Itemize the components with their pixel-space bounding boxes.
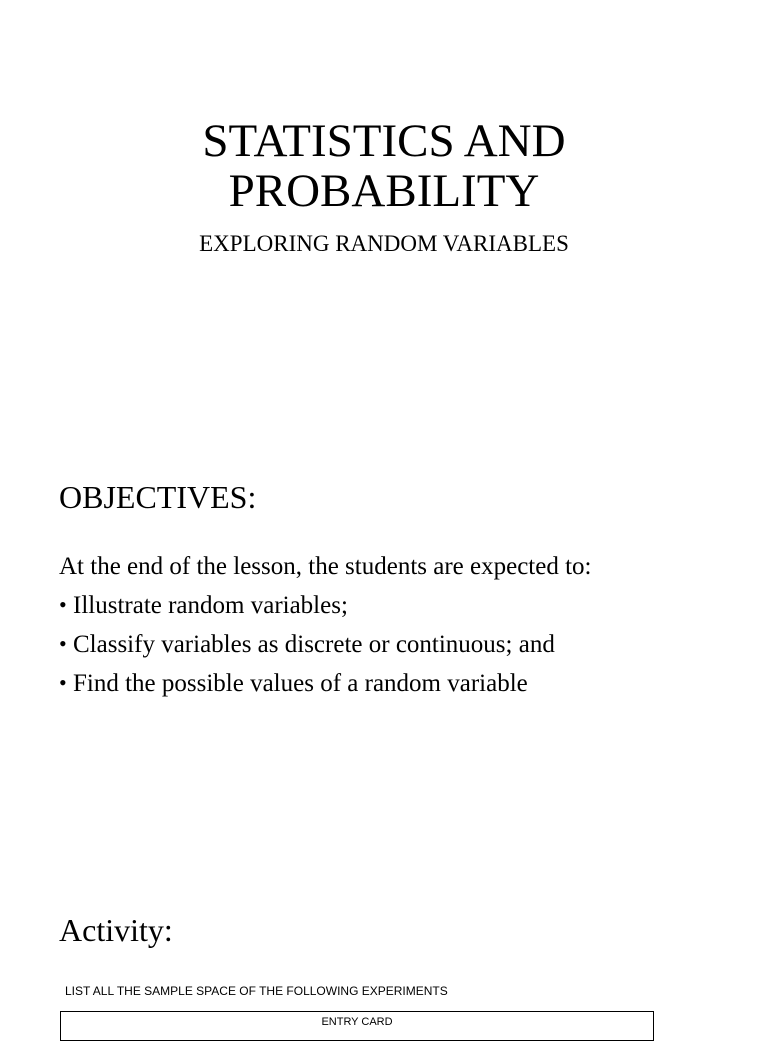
bullet-icon: •: [59, 631, 67, 656]
bullet-icon: •: [59, 670, 67, 695]
objectives-heading: OBJECTIVES:: [59, 479, 257, 515]
entry-card-label: ENTRY CARD: [321, 1016, 393, 1028]
entry-card: [60, 1011, 654, 1041]
list-item: [59, 630, 555, 669]
objective-text: Find the possible values of a random variable: [73, 670, 528, 697]
bullet-icon: •: [59, 592, 67, 617]
list-item: [59, 669, 555, 708]
objectives-intro: At the end of the lesson, the students are expected to:: [59, 553, 592, 580]
page-title: [0, 116, 768, 216]
title-line-2: PROBABILITY: [228, 165, 540, 217]
objectives-list: [59, 591, 555, 708]
activity-instruction: LIST ALL THE SAMPLE SPACE OF THE FOLLOWING EXPERIMENTS: [65, 984, 448, 998]
objective-text: Illustrate random variables;: [73, 592, 348, 619]
activity-heading: Activity:: [59, 912, 173, 948]
title-line-1: STATISTICS AND: [202, 115, 566, 167]
objective-text: Classify variables as discrete or continuous; and: [73, 631, 555, 658]
list-item: [59, 591, 555, 630]
page-subtitle: EXPLORING RANDOM VARIABLES: [199, 231, 569, 256]
